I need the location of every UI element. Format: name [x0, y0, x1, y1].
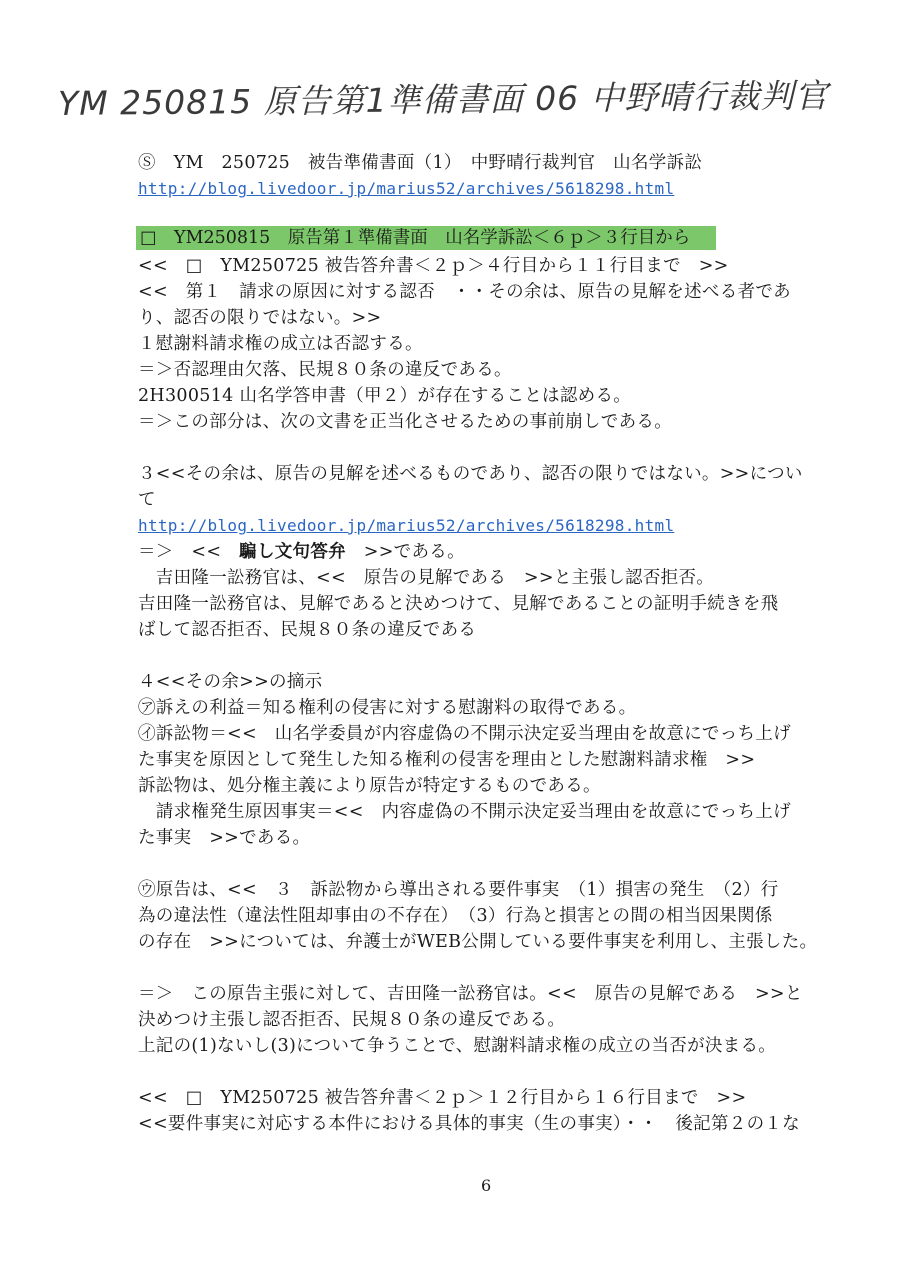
text-line: ㋑訴訟物＝<< 山名学委員が内容虚偽の不開示決定妥当理由を故意にでっち上げ — [138, 724, 791, 744]
url-link[interactable]: http://blog.livedoor.jp/marius52/archives/5618298.html — [138, 179, 675, 198]
text-line: １慰謝料請求権の成立は否認する。 — [138, 334, 423, 354]
text-line: 吉田隆一訟務官は、見解であると決めつけて、見解であることの証明手続きを飛 — [138, 594, 779, 614]
text-line: 上記の(1)ないし(3)について争うことで、慰謝料請求権の成立の当否が決まる。 — [138, 1036, 777, 1056]
line-14 — [138, 539, 465, 565]
text-line: ㋐訴えの利益＝知る権利の侵害に対する慰謝料の取得である。 — [138, 698, 637, 718]
text-line: た事実を原因として発生した知る権利の侵害を理由とした慰謝料請求権 >> — [138, 750, 756, 770]
text-line: << □ YM250725 被告答弁書＜２ｐ＞４行目から１１行目まで >> — [138, 256, 729, 276]
line-14-prefix: ＝＞ << — [138, 542, 240, 562]
text-line: <<要件事実に対応する本件における具体的事実（生の事実）・・ 後記第２の１な — [138, 1114, 800, 1134]
text-line: ㋒原告は、<< ３ 訴訟物から導出される要件事実 （1）損害の発生 （2）行 — [138, 880, 779, 900]
text-line: 為の違法性（違法性阻却事由の不存在） （3）行為と損害との間の相当因果関係 — [138, 906, 773, 926]
text-line: 決めつけ主張し認否拒否、民規８０条の違反である。 — [138, 1010, 566, 1030]
text-line: た事実 >>である。 — [138, 828, 311, 848]
text-line: ＝＞ この原告主張に対して、吉田隆一訟務官は。<< 原告の見解である >>と — [138, 984, 803, 1004]
text-line: ばして認否拒否、民規８０条の違反である — [138, 620, 477, 640]
handwritten-header: YM 250815 原告第1準備書面 06 中野晴行裁判官 — [57, 75, 829, 124]
text-line: ＝＞この部分は、次の文書を正当化させるための事前崩しである。 — [138, 412, 672, 432]
url-link[interactable]: http://blog.livedoor.jp/marius52/archives/5618298.html — [138, 516, 675, 535]
page-number: 6 — [481, 1176, 492, 1195]
text-line: ４<<その余>>の摘示 — [138, 672, 323, 692]
text-line: 請求権発生原因事実＝<< 内容虚偽の不開示決定妥当理由を故意にでっち上げ — [138, 802, 791, 822]
highlighted-heading: □ YM250815 原告第１準備書面 山名学訴訟＜６ｐ＞３行目から — [140, 228, 691, 248]
text-line: 訴訟物は、処分権主義により原告が特定するものである。 — [138, 776, 601, 796]
text-line: ＝＞否認理由欠落、民規８０条の違反である。 — [138, 360, 512, 380]
line-14-suffix: >>である。 — [345, 542, 465, 562]
text-line: 吉田隆一訟務官は、<< 原告の見解である >>と主張し認否拒否。 — [138, 568, 715, 588]
text-line: 2H300514 山名学答申書（甲２）が存在することは認める。 — [138, 386, 632, 406]
text-line: << 第１ 請求の原因に対する認否 ・・その余は、原告の見解を述べる者であ — [138, 282, 791, 302]
text-line: ３<<その余は、原告の見解を述べるものであり、認否の限りではない。>>につい — [138, 464, 803, 484]
text-line: Ⓢ YM 250725 被告準備書面（1） 中野晴行裁判官 山名学訴訟 — [138, 153, 703, 173]
text-line: << □ YM250725 被告答弁書＜２ｐ＞１２行目から１６行目まで >> — [138, 1088, 747, 1108]
text-line: り、認否の限りではない。>> — [138, 308, 382, 328]
text-line: て — [138, 490, 156, 510]
line-14-bold: 騙し文句答弁 — [239, 542, 346, 562]
text-line: の存在 >>については、弁護士がWEB公開している要件事実を利用し、主張した。 — [138, 932, 818, 952]
